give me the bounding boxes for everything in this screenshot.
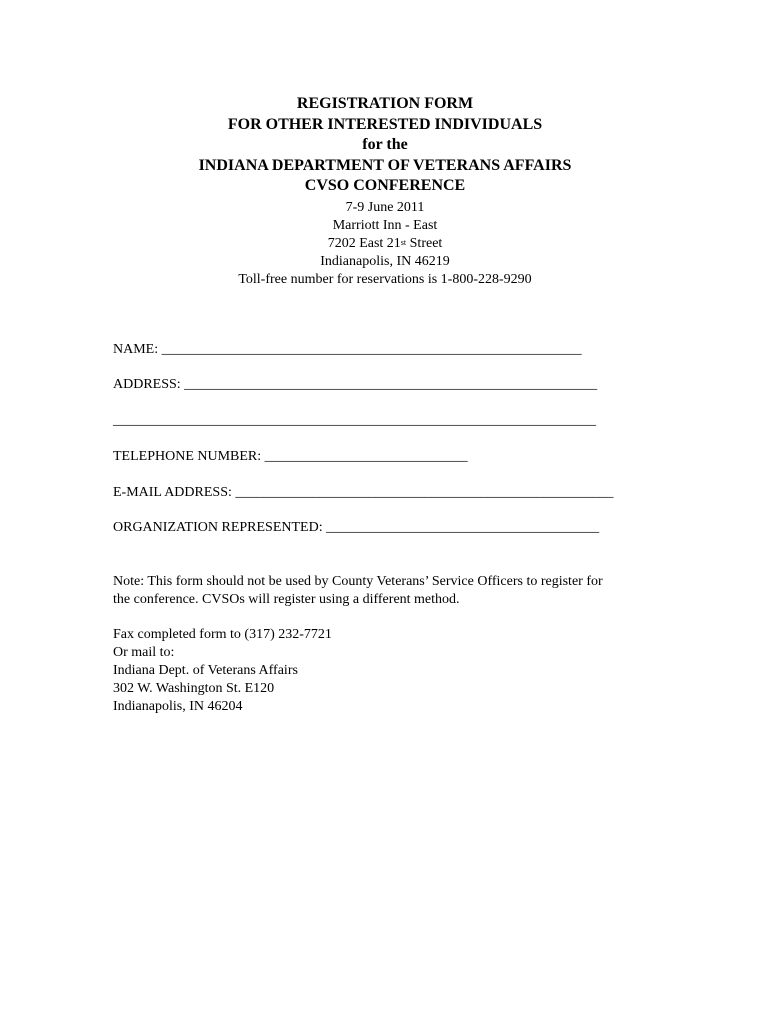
organization-field[interactable]: ORGANIZATION REPRESENTED: _______________________________________ [113, 520, 600, 535]
tollfree-reservations: Toll-free number for reservations is 1-800-228-9290 [238, 271, 532, 287]
venue-street-suffix: Street [406, 235, 443, 251]
mailing-instructions [113, 626, 332, 716]
title-line-conference: CVSO CONFERENCE [304, 177, 466, 194]
venue-street [0, 235, 770, 253]
mail-street: 302 W. Washington St. E120 [113, 681, 275, 696]
mail-instruction: Or mail to: [113, 645, 175, 660]
title-line-for-the: for the [362, 136, 408, 153]
event-date: 7-9 June 2011 [345, 199, 425, 215]
fax-instruction: Fax completed form to (317) 232-7721 [113, 627, 332, 642]
title-line-department: INDIANA DEPARTMENT OF VETERANS AFFAIRS [198, 156, 572, 174]
venue-street-ordinal: st [400, 237, 407, 247]
mail-city: Indianapolis, IN 46204 [113, 699, 243, 714]
address-field[interactable]: ADDRESS: ___________________________________________________________ [113, 377, 598, 392]
name-field[interactable]: NAME: ____________________________________________________________ [113, 342, 582, 357]
event-venue: Marriott Inn - East [332, 217, 438, 233]
mail-organization: Indiana Dept. of Veterans Affairs [113, 663, 298, 678]
email-field[interactable]: E-MAIL ADDRESS: ______________________________________________________ [113, 485, 614, 500]
title-line-other-individuals: FOR OTHER INTERESTED INDIVIDUALS [227, 115, 543, 133]
venue-street-prefix: 7202 East 21 [327, 235, 401, 251]
form-header [0, 94, 770, 289]
note-paragraph [113, 573, 658, 609]
address-field-line-2[interactable]: _____________________________________________________________________ [113, 413, 596, 428]
venue-city: Indianapolis, IN 46219 [320, 253, 450, 269]
title-line-registration-form: REGISTRATION FORM [296, 95, 474, 112]
telephone-field[interactable]: TELEPHONE NUMBER: _____________________________ [113, 449, 468, 464]
note-line-2: the conference. CVSOs will register using a different method. [113, 592, 460, 607]
title-block [0, 94, 770, 197]
note-line-1: Note: This form should not be used by County Veterans’ Service Officers to register for [113, 574, 603, 589]
